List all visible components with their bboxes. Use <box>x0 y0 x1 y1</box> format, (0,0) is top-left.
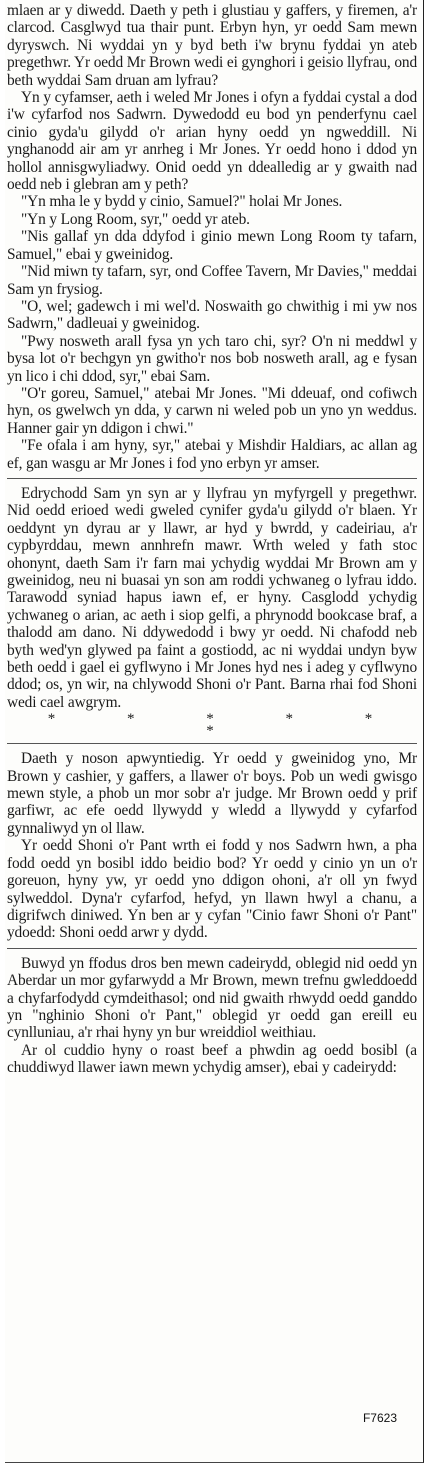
paragraph: "O, wel; gadewch i mi wel'd. Noswaith go chwithig i mi yw nos Sadwrn," dadleuai y gweinidog. <box>7 297 417 333</box>
paragraph: "O'r goreu, Samuel," atebai Mr Jones. "Mi ddeuaf, ond cofiwch hyn, os gwelwch yn dda, y carwn ni weled pob un yno yn weddus. Hanner gair yn ddigon i chwi." <box>7 384 417 437</box>
paragraph: "Yn y Long Room, syr," oedd yr ateb. <box>21 210 250 228</box>
column-divider <box>7 743 417 744</box>
paragraph: Buwyd yn ffodus dros ben mewn cadeirydd, oblegid nid oedd yn Aberdar un mor gyfarwydd a Mr Brown, mewn trefnu gwleddoedd a chyfarfodydd cymdeithasol; ond nid gwaith rhwydd oedd ganddo yn "nghinio Shoni o'r Pant," oblegid yr oedd gan ereill eu cynlluniau, a'r rhai hyny yn bur wreiddiol weithiau. <box>7 954 417 1042</box>
paragraph: Daeth y noson apwyntiedig. Yr oedd y gweinidog yno, Mr Brown y cashier, y gaffers, a llawer o'r boys. Pob un wedi gwisgo mewn style, a phob un mor sobr a'r judge. Mr Brown oedd y prif garfiwr, ac efe oedd llywydd y wledd a llywydd y cyfarfod gynnaliwyd yn ol llaw. <box>7 750 417 837</box>
paragraph: "Fe ofala i am hyny, syr," atebai y Mishdir Haldiars, ac allan ag ef, gan wasgu ar Mr Jones i fod yno erbyn yr amser. <box>7 437 417 472</box>
section-break-stars: * * * * * * <box>47 711 407 740</box>
paragraph: Yn y cyfamser, aeth i weled Mr Jones i ofyn a fyddai cystal a dod i'w cyfarfod nos Sadwrn. Dywedodd eu bod yn penderfynu cael cinio gyda'u gilydd o'r arian hyny oedd yn ngweddill. Ni ynghanodd air am yr anrheg i Mr Jones. Yr oedd hono i ddod yn hollol annisgwyliadwy. Onid oedd yn ddealledig ar y gwaith nad oedd neb i glebran am y peth? <box>7 89 417 194</box>
paragraph: mlaen ar y diwedd. Daeth y peth i glustiau y gaffers, y firemen, a'r clarcod. Casglwyd tua thair punt. Erbyn hyn, yr oedd Sam mewn dyryswch. Ni wyddai yn y byd beth i'w brynu fyddai yn ateb pregethwr. Yr oedd Mr Brown wedi ei gynghori i geisio llyfrau, ond beth wyddai Sam druan am lyfrau? <box>7 2 417 89</box>
paragraph: "Nis gallaf yn dda ddyfod i ginio mewn Long Room ty tafarn, Samuel," ebai y gweinidog. <box>7 228 417 263</box>
paragraph: Ar ol cuddio hyny o roast beef a phwdin ag oedd bosibl (a chuddiwyd llawer iawn mewn ychydig amser), ebai y cadeirydd: <box>7 1041 417 1077</box>
column-divider <box>7 948 417 949</box>
paragraph: "Yn mha le y bydd y cinio, Samuel?" holai Mr Jones. <box>21 193 343 211</box>
article-column <box>7 2 417 1077</box>
paragraph: Yr oedd Shoni o'r Pant wrth ei fodd y nos Sadwrn hwn, a pha fodd oedd yn bosibl iddo beidio bod? Yr oedd y cinio yn un o'r goreuon, hyny yw, yr oedd yno ddigon ohoni, a'r oll yn fwyd sylweddol. Dyna'r cyfarfod, hefyd, yn llawn hwyl a chanu, a digrifwch diniwed. Yn ben ar y cyfan "Cinio fawr Shoni o'r Pant" ydoedd: Shoni oedd arwr y dydd. <box>7 837 417 942</box>
paragraph: "Nid miwn ty tafarn, syr, ond Coffee Tavern, Mr Davies," meddai Sam yn frysiog. <box>7 263 417 298</box>
archive-reference: F7623 <box>362 1411 397 1425</box>
paragraph: "Pwy nosweth arall fysa yn ych taro chi, syr? O'n ni meddwl y bysa lot o'r bechgyn yn gwitho'r nos bob nosweth arall, ag e fysan yn lico i chi ddod, syr," ebai Sam. <box>7 332 417 385</box>
paragraph: Edrychodd Sam yn syn ar y llyfrau yn myfyrgell y pregethwr. Nid oedd erioed wedi gweled cynifer gyda'u gilydd o'r blaen. Yr oeddynt yn dyrau ar y llawr, ar hyd y bwrdd, y cadeiriau, a'r cypbyrddau, mewn annhrefn mawr. Wrth weled y fath stoc ohonynt, daeth Sam i'r farn mai ychydig wyddai Mr Brown am y gweinidog, neu ni buasai yn son am roddi ychwaneg o lyfrau iddo. Tarawodd syniad hapus iawn ef, er hyny. Casglodd ychydig ychwaneg o arian, ac aeth i siop gelfi, a phrynodd bookcase braf, a thalodd am dano. Ni ddywedodd i bwy yr oedd. Ni chafodd neb byth wed'yn glywed pa faint a gostiodd, ac ni wyddai undyn byw beth oedd i gael ei gyflwyno i Mr Jones hyd nes i adeg y cyflwyno ddod; os, yn wir, na chlywodd Shoni o'r Pant. Barna rhai fod Shoni wedi cael awgrym. <box>7 484 417 711</box>
column-divider <box>7 478 417 479</box>
newspaper-page <box>5 0 424 1463</box>
